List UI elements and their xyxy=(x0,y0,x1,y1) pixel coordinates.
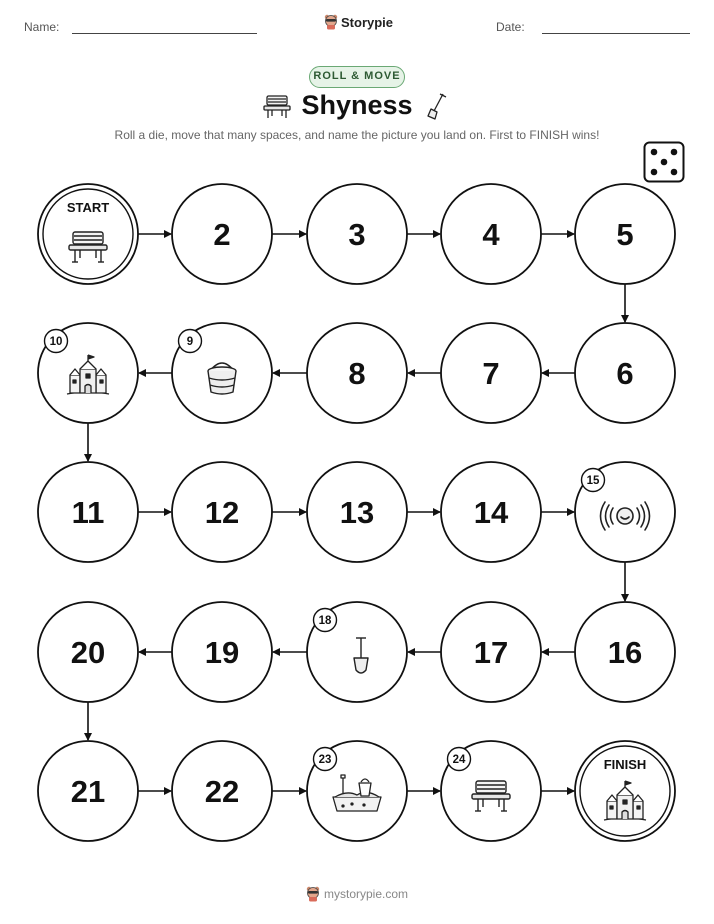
name-label: Name: xyxy=(24,20,60,34)
space-number: 3 xyxy=(348,217,366,252)
space-number: 8 xyxy=(348,356,366,391)
board-space-10 xyxy=(38,323,138,423)
board-space-18 xyxy=(307,602,407,702)
board-space-7 xyxy=(441,323,541,423)
footer xyxy=(0,886,714,902)
board-space-13 xyxy=(307,462,407,562)
space-label: FINISH xyxy=(603,757,647,772)
space-number: 16 xyxy=(607,635,643,670)
board-space-9 xyxy=(172,323,272,423)
space-number: 23 xyxy=(318,754,332,766)
space-number: 6 xyxy=(616,356,634,391)
board-space-24 xyxy=(441,741,541,841)
finish-space xyxy=(575,741,675,841)
space-number: 14 xyxy=(473,495,509,530)
board-space-21 xyxy=(38,741,138,841)
space-number: 5 xyxy=(616,217,634,252)
board-space-19 xyxy=(172,602,272,702)
space-number: 18 xyxy=(318,615,332,627)
space-number: 12 xyxy=(204,495,240,530)
space-number: 17 xyxy=(473,635,509,670)
space-number: 9 xyxy=(186,336,194,348)
date-label: Date: xyxy=(496,20,525,34)
board-space-23 xyxy=(307,741,407,841)
board-space-16 xyxy=(575,602,675,702)
board-space-11 xyxy=(38,462,138,562)
game-type-badge: ROLL & MOVE xyxy=(309,66,405,88)
footer-bear-icon xyxy=(306,886,320,902)
board-space-22 xyxy=(172,741,272,841)
space-number: 13 xyxy=(339,495,375,530)
space-number: 21 xyxy=(70,774,106,809)
board-space-8 xyxy=(307,323,407,423)
board-space-14 xyxy=(441,462,541,562)
space-number: 19 xyxy=(204,635,240,670)
instructions: Roll a die, move that many spaces, and name the picture you land on. First to FINISH wins! xyxy=(114,128,600,142)
board-space-3 xyxy=(307,184,407,284)
space-number: 7 xyxy=(482,356,500,391)
page-title: Shyness xyxy=(301,90,413,120)
space-number: 15 xyxy=(586,475,600,487)
space-number: 22 xyxy=(204,774,240,809)
board-space-17 xyxy=(441,602,541,702)
board-space-12 xyxy=(172,462,272,562)
space-number: 11 xyxy=(71,495,105,530)
brand-name: Storypie xyxy=(341,14,394,30)
space-number: 4 xyxy=(482,217,500,252)
board-space-6 xyxy=(575,323,675,423)
space-number: 20 xyxy=(70,635,106,670)
board-space-20 xyxy=(38,602,138,702)
bucket-icon xyxy=(208,363,236,394)
board-space-2 xyxy=(172,184,272,284)
space-number: 10 xyxy=(49,336,63,348)
board-space-4 xyxy=(441,184,541,284)
space-number: 24 xyxy=(452,754,466,766)
start-space xyxy=(38,184,138,284)
footer-url: mystorypie.com xyxy=(323,887,409,901)
board-space-5 xyxy=(575,184,675,284)
space-label: START xyxy=(66,200,110,215)
board-space-15 xyxy=(575,462,675,562)
space-number: 2 xyxy=(213,217,231,252)
